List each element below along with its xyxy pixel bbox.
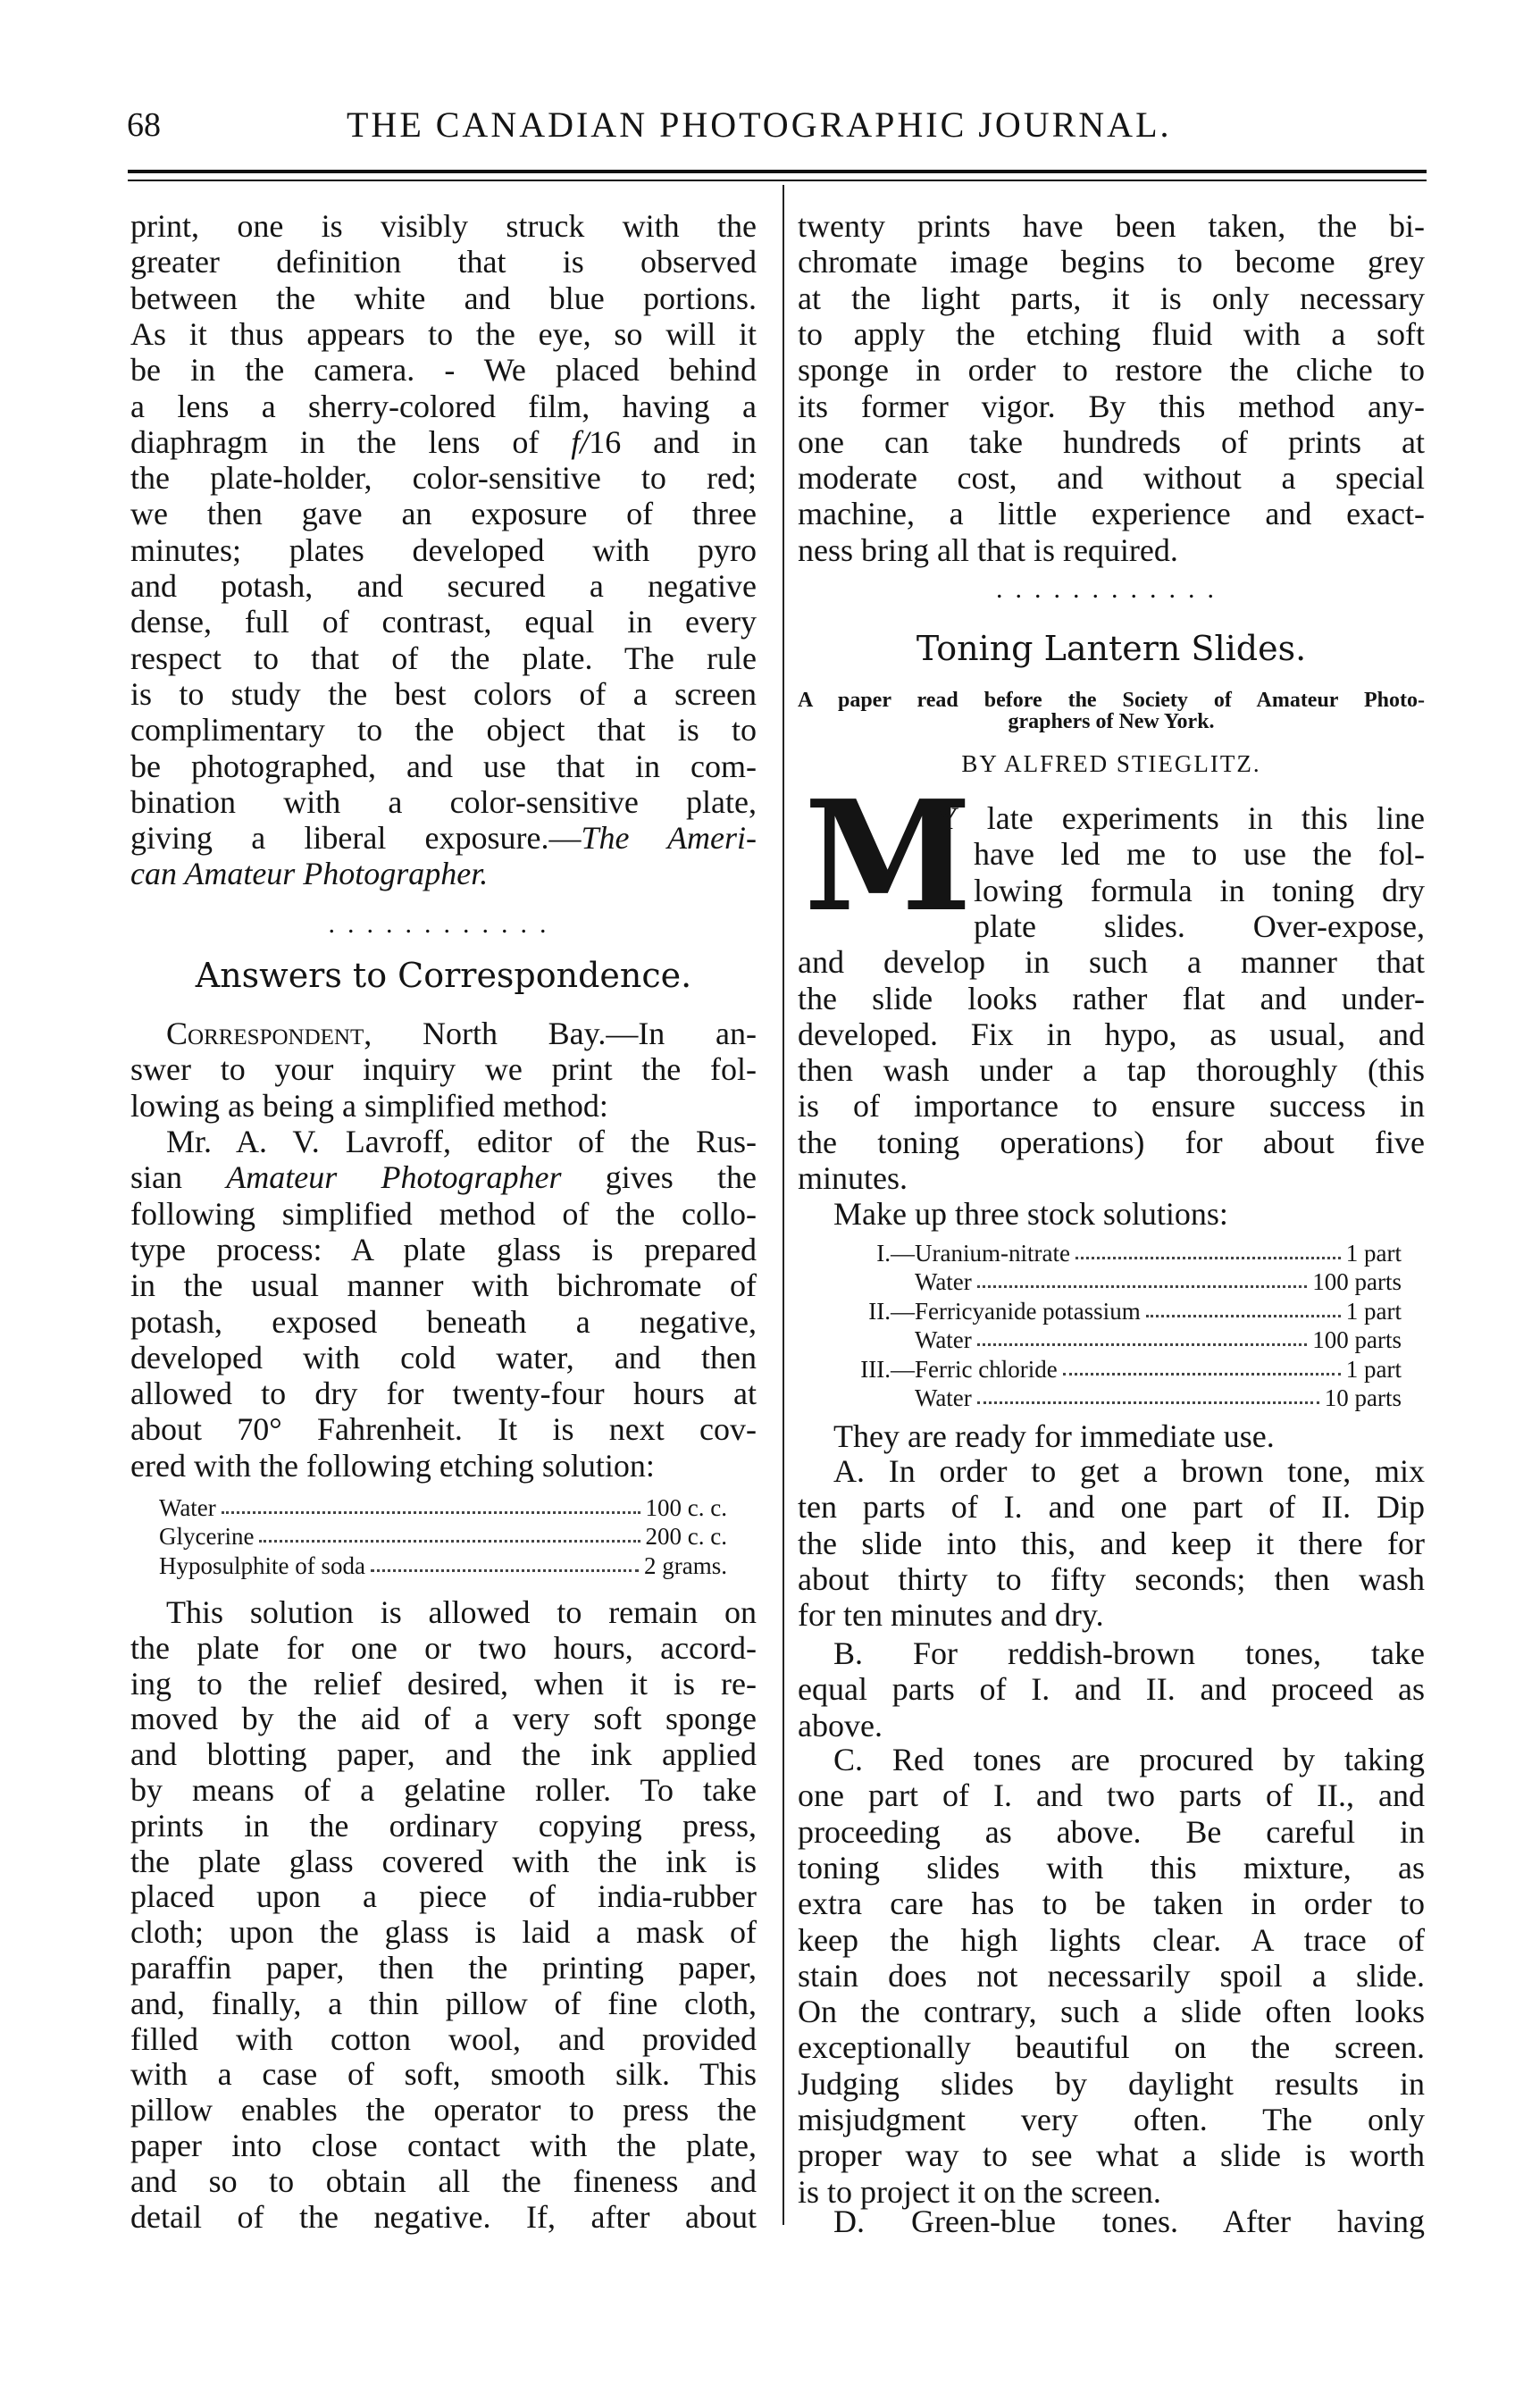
text-line: with a case of soft, smooth silk. This [130,2056,757,2093]
formula-quantity: 1 part [1345,1297,1402,1325]
article-subtitle: A paper read before the Society of Amateur Photo- [798,689,1425,712]
text-line: chromate image begins to become grey [798,244,1425,280]
text-line: machine, a little experience and exact- [798,496,1425,532]
formula-row [159,1551,727,1580]
text-line: complimentary to the object that is to [130,712,757,748]
text-line: ing to the relief desired, when it is re- [130,1665,757,1702]
text-line: pillow enables the operator to press the [130,2092,757,2128]
formula-ingredient: Hyposulphite of soda [159,1551,365,1579]
text-line: have led me to use the fol- [974,836,1425,873]
text-line: ered with the following etching solution: [130,1447,655,1484]
journal-title: THE CANADIAN PHOTOGRAPHIC JOURNAL. [347,105,1172,145]
formula-ingredient: Water [915,1268,972,1296]
text-line: type process: A plate glass is prepared [130,1231,757,1267]
text-line: a lens a sherry-colored film, having a [130,388,757,424]
text-line: stain does not necessarily spoil a slide. [798,1957,1425,1994]
text-line: proceeding as above. Be careful in [798,1813,1425,1850]
text-line: misjudgment very often. The only [798,2102,1425,2137]
formula-number [829,1267,915,1296]
text-line: D. Green-blue tones. After having [833,2203,1425,2239]
text-line: Mr. A. V. Lavroff, editor of the Rus- [166,1124,757,1159]
formula-ingredient: Water [915,1326,972,1354]
header-rule [128,180,1427,181]
italic-text: Amateur Photographer [226,1159,562,1196]
article-subtitle: graphers of New York. [1008,710,1215,733]
section-heading: Answers to Correspondence. [195,956,692,995]
section-heading: Toning Lantern Slides. [916,629,1307,668]
header-rule [128,170,1427,173]
formula-quantity: 10 parts [1324,1384,1402,1411]
italic-text: can Amateur Photographer. [130,856,489,892]
text-line: the slide looks rather flat and under- [798,980,1425,1016]
text-line: sponge in order to restore the cliche to [798,352,1425,389]
section-separator: ............ [996,574,1226,604]
text-line: equal parts of I. and II. and proceed as [798,1671,1425,1708]
text-line: moderate cost, and without a special [798,460,1425,497]
formula-number [829,1325,915,1354]
column-divider [783,185,784,2225]
text-line [130,820,757,856]
text-line: the plate-holder, color-sensitive to red; [130,460,757,497]
formula-row [829,1297,1402,1325]
text-segment: , North Bay.—In an- [364,1016,757,1051]
text-segment: 16 and in [589,423,757,460]
text-line: proper way to see what a slide is worth [798,2137,1425,2174]
formula-quantity: 1 part [1345,1355,1402,1383]
text-line: at the light parts, it is only necessary [798,280,1425,316]
text-line: minutes; plates developed with pyro [130,531,757,568]
text-line: following simplified method of the collo- [130,1195,757,1232]
formula-row [829,1239,1402,1267]
formula-ingredient: Ferricyanide potassium [915,1297,1141,1325]
text-line: minutes. [798,1160,908,1196]
text-line: cloth; upon the glass is laid a mask of [130,1914,757,1951]
dot-leader [977,1384,1319,1404]
text-line: greater definition that is observed [130,244,757,280]
dot-leader [222,1493,640,1514]
section-separator: ............ [328,909,559,939]
text-line: toning slides with this mixture, as [798,1849,1425,1886]
text-line: one can take hundreds of prints at [798,423,1425,460]
text-line: exceptionally beautiful on the screen. [798,2029,1425,2066]
text-line: Judging slides by daylight results in [798,2065,1425,2102]
text-line: between the white and blue portions. [130,280,757,316]
text-line: lowing formula in toning dry [974,872,1425,908]
text-line: developed with cold water, and then [130,1339,757,1376]
formula-ingredient: Uranium-nitrate [915,1240,1070,1267]
text-line: about thirty to fifty seconds; then wash [798,1560,1425,1597]
text-line: B. For reddish-brown tones, take [833,1635,1425,1671]
text-line: its former vigor. By this method any- [798,388,1425,424]
dot-leader [1063,1355,1341,1376]
text-line: extra care has to be taken in order to [798,1886,1425,1922]
formula-quantity: 2 grams. [644,1551,727,1579]
text-line: print, one is visibly struck with the [130,208,757,244]
text-line: respect to that of the plate. The rule [130,640,757,676]
text-line: and potash, and secured a negative [130,568,757,604]
text-line: the toning operations) for about five [798,1124,1425,1160]
formula-row [159,1522,727,1551]
text-line: the plate glass covered with the ink is [130,1843,757,1879]
text-segment: sian [130,1159,227,1196]
text-line: lowing as being a simplified method: [130,1087,608,1124]
text-line: prints in the ordinary copying press, [130,1807,757,1844]
text-line: is to project it on the screen. [798,2173,1161,2210]
formula-quantity: 100 parts [1312,1268,1402,1296]
text-line: dense, full of contrast, equal in every [130,604,757,640]
formula-row [829,1325,1402,1354]
text-line: and, finally, a thin pillow of fine cloth, [130,1985,757,2021]
text-line: the plate for one or two hours, accord- [130,1629,757,1666]
text-line: This solution is allowed to remain on [166,1594,757,1630]
text-line: and blotting paper, and the ink applied [130,1736,757,1773]
text-line: On the contrary, such a slide often looks [798,1994,1425,2030]
text-line: A. In order to get a brown tone, mix [833,1453,1425,1489]
text-line: is of importance to ensure success in [798,1088,1425,1125]
formula-quantity: 200 c. c. [645,1523,727,1551]
text-line: about 70° Fahrenheit. It is next cov- [130,1411,757,1448]
formula-number: I.— [876,1240,915,1267]
formula-ingredient: Glycerine [159,1523,255,1551]
formula-row [159,1493,727,1522]
text-line: be photographed, and use that in com- [130,748,757,784]
text-line: They are ready for immediate use. [833,1418,1275,1454]
text-line: is to study the best colors of a screen [130,675,757,712]
page-number: 68 [127,106,161,144]
text-line: we then gave an exposure of three [130,496,757,532]
text-line [130,424,757,460]
formula-ingredient: Water [159,1494,216,1521]
text-line: for ten minutes and dry. [798,1597,1104,1634]
formula-row [829,1384,1402,1412]
text-line: be in the camera. - We placed behind [130,352,757,389]
dot-leader [1075,1239,1341,1259]
dot-leader [371,1551,639,1572]
text-line: placed upon a piece of india-rubber [130,1878,757,1915]
text-line: paraffin paper, then the printing paper, [130,1950,757,1986]
text-line [130,856,757,891]
dot-leader [977,1325,1307,1346]
text-line: As it thus appears to the eye, so will it [130,315,757,352]
formula-quantity: 100 c. c. [645,1494,727,1521]
article-byline: BY ALFRED STIEGLITZ. [961,750,1261,777]
text-segment: giving a liberal exposure.— [130,820,582,857]
text-line: then wash under a tap thoroughly (this [798,1052,1425,1089]
text-segment: diaphragm in the lens of [130,423,572,460]
formula-ingredient: Water [915,1384,972,1411]
dot-leader [1146,1297,1341,1317]
text-line: above. [798,1707,883,1744]
text-line: Y late experiments in this line [936,800,1425,836]
formula-number: III.— [860,1355,915,1383]
text-line: ness bring all that is required. [798,531,1178,568]
text-line: in the usual manner with bichromate of [130,1267,757,1304]
text-line: detail of the negative. If, after about [130,2198,757,2235]
text-line [130,1159,757,1195]
text-line: twenty prints have been taken, the bi- [798,208,1425,244]
formula-quantity: 100 parts [1312,1326,1402,1354]
text-line: one part of I. and two parts of II., and [798,1777,1425,1814]
formula-row [829,1355,1402,1384]
text-line: plate slides. Over-expose, [974,907,1425,944]
formula-number: II.— [868,1297,915,1325]
text-line: the slide into this, and keep it there for [798,1525,1425,1561]
text-line: and develop in such a manner that [798,944,1425,981]
text-segment: gives the [561,1159,757,1196]
dot-leader [259,1522,640,1543]
text-line: paper into close contact with the plate, [130,2128,757,2163]
formula-quantity: 1 part [1345,1240,1402,1267]
small-caps-text: Correspondent [166,1016,364,1051]
dot-leader [977,1267,1307,1288]
text-line: bination with a color-sensitive plate, [130,783,757,820]
text-line [166,1016,757,1051]
italic-text: The Ameri- [581,820,757,857]
italic-text: f/ [571,423,590,460]
formula-number [829,1384,915,1412]
text-line: allowed to dry for twenty-four hours at [130,1376,757,1412]
text-line: moved by the aid of a very soft sponge [130,1701,757,1737]
text-line: Make up three stock solutions: [833,1196,1228,1232]
text-line: ten parts of I. and one part of II. Dip [798,1489,1425,1526]
text-line: C. Red tones are procured by taking [833,1742,1425,1777]
text-line: developed. Fix in hypo, as usual, and [798,1016,1425,1052]
formula-row [829,1267,1402,1296]
text-line: swer to your inquiry we print the fol- [130,1051,757,1088]
text-line: to apply the etching fluid with a soft [798,315,1425,352]
text-line: keep the high lights clear. A trace of [798,1921,1425,1958]
text-line: and so to obtain all the fineness and [130,2162,757,2199]
drop-cap-initial: M [804,767,973,946]
text-line: potash, exposed beneath a negative, [130,1303,757,1340]
formula-ingredient: Ferric chloride [915,1355,1058,1383]
text-line: filled with cotton wool, and provided [130,2020,757,2057]
text-line: by means of a gelatine roller. To take [130,1772,757,1808]
